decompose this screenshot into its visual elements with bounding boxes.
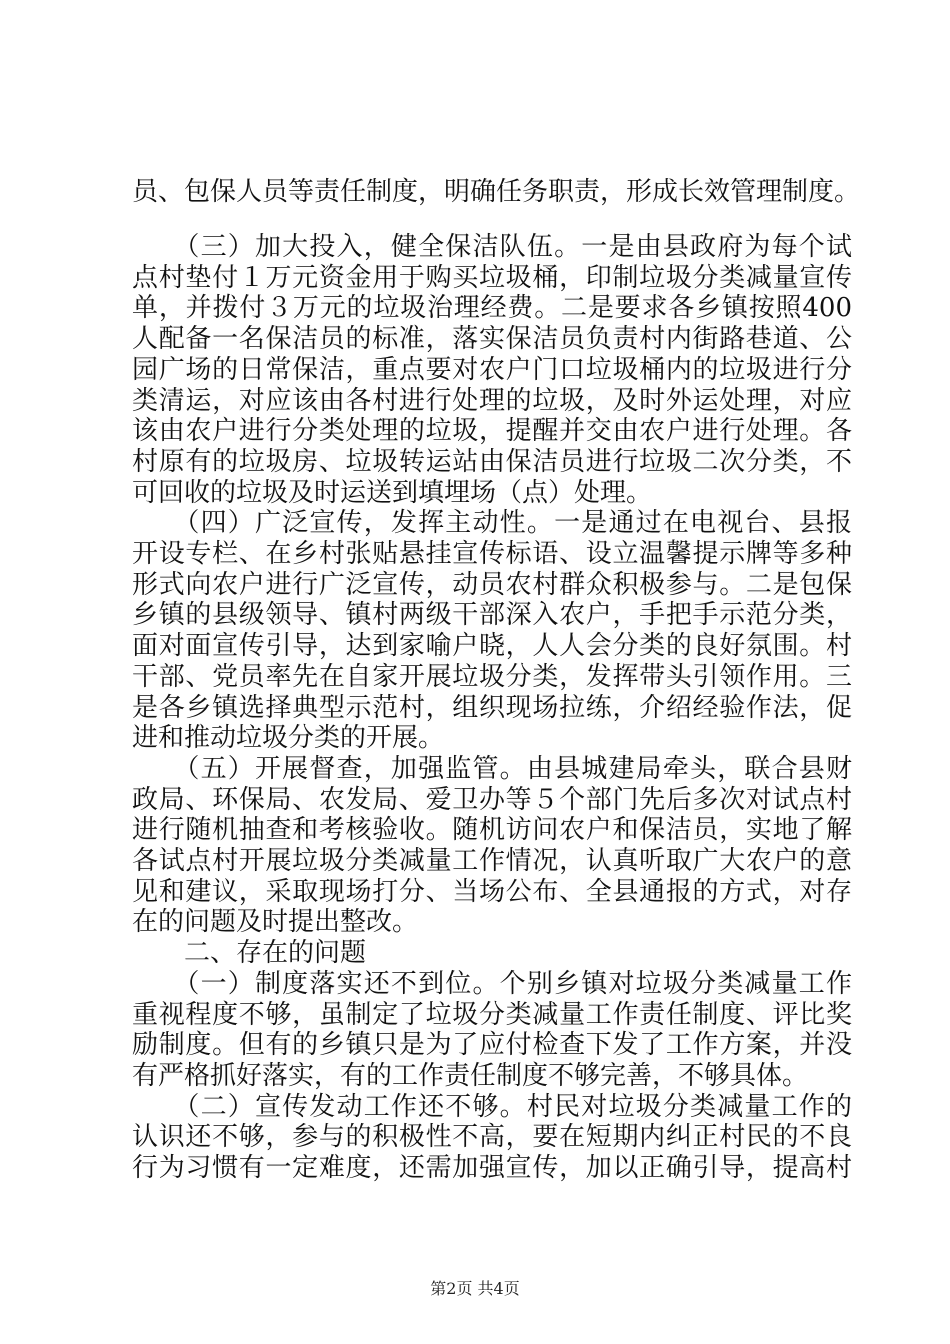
text-line: 员、包保人员等责任制度，明确任务职责，形成长效管理制度。 [132,177,861,207]
text-line: 乡镇的县级领导、镇村两级干部深入农户，手把手示范分类， [132,600,852,631]
text-line: （五）开展督查，加强监管。由县城建局牵头，联合县财 [132,753,852,784]
text-line: 进和推动垃圾分类的开展。 [132,723,445,754]
text-line: 单，并拨付３万元的垃圾治理经费。二是要求各乡镇按照400 [132,293,852,324]
text-line: 在的问题及时提出整改。 [132,907,419,938]
text-line: （四）广泛宣传，发挥主动性。一是通过在电视台、县报 [132,508,852,539]
text-line: 是各乡镇选择典型示范村，组织现场拉练，介绍经验作法，促 [132,692,852,723]
text-line: 见和建议，采取现场打分、当场公布、全县通报的方式，对存 [132,876,852,907]
text-line: 进行随机抽查和考核验收。随机访问农户和保洁员，实地了解 [132,815,852,846]
text-line: 政局、环保局、农发局、爱卫办等５个部门先后多次对试点村 [132,784,852,815]
text-line: 开设专栏、在乡村张贴悬挂宣传标语、设立温馨提示牌等多种 [132,539,852,569]
text-line: 该由农户进行分类处理的垃圾，提醒并交由农户进行处理。各 [132,416,852,447]
text-line: 励制度。但有的乡镇只是为了应付检查下发了工作方案，并没 [132,1030,852,1061]
text-line: 有严格抓好落实，有的工作责任制度不够完善，不够具体。 [132,1060,809,1091]
text-line: 重视程度不够，虽制定了垃圾分类减量工作责任制度、评比奖 [132,999,852,1030]
text-line: 类清运，对应该由各村进行处理的垃圾，及时外运处理，对应 [132,385,852,416]
text-line: 干部、党员率先在自家开展垃圾分类，发挥带头引领作用。三 [132,661,852,692]
text-line: 形式向农户进行广泛宣传，动员农村群众积极参与。二是包保 [132,569,852,600]
text-line: 可回收的垃圾及时运送到填埋场（点）处理。 [132,477,653,508]
text-line: 认识还不够，参与的积极性不高，要在短期内纠正村民的不良 [132,1122,852,1153]
text-line: 面对面宣传引导，达到家喻户晓，人人会分类的良好氛围。村 [132,631,852,662]
text-line: （三）加大投入，健全保洁队伍。一是由县政府为每个试 [132,232,852,262]
text-line: 人配备一名保洁员的标准，落实保洁员负责村内街路巷道、公 [132,324,852,355]
text-line: 村原有的垃圾房、垃圾转运站由保洁员进行垃圾二次分类，不 [132,446,852,477]
text-line: 行为习惯有一定难度，还需加强宣传，加以正确引导，提高村 [132,1153,852,1183]
text-line: 园广场的日常保洁，重点要对农户门口垃圾桶内的垃圾进行分 [132,354,852,385]
text-line: 各试点村开展垃圾分类减量工作情况，认真听取广大农户的意 [132,846,852,876]
text-line: 点村垫付１万元资金用于购买垃圾桶，印制垃圾分类减量宣传 [132,262,852,293]
page-footer: 第2页 共4页 [430,1279,520,1298]
text-line: （二）宣传发动工作还不够。村民对垃圾分类减量工作的 [132,1091,852,1122]
section-heading: 二、存在的问题 [132,938,367,969]
text-line: （一）制度落实还不到位。个别乡镇对垃圾分类减量工作 [132,968,852,999]
